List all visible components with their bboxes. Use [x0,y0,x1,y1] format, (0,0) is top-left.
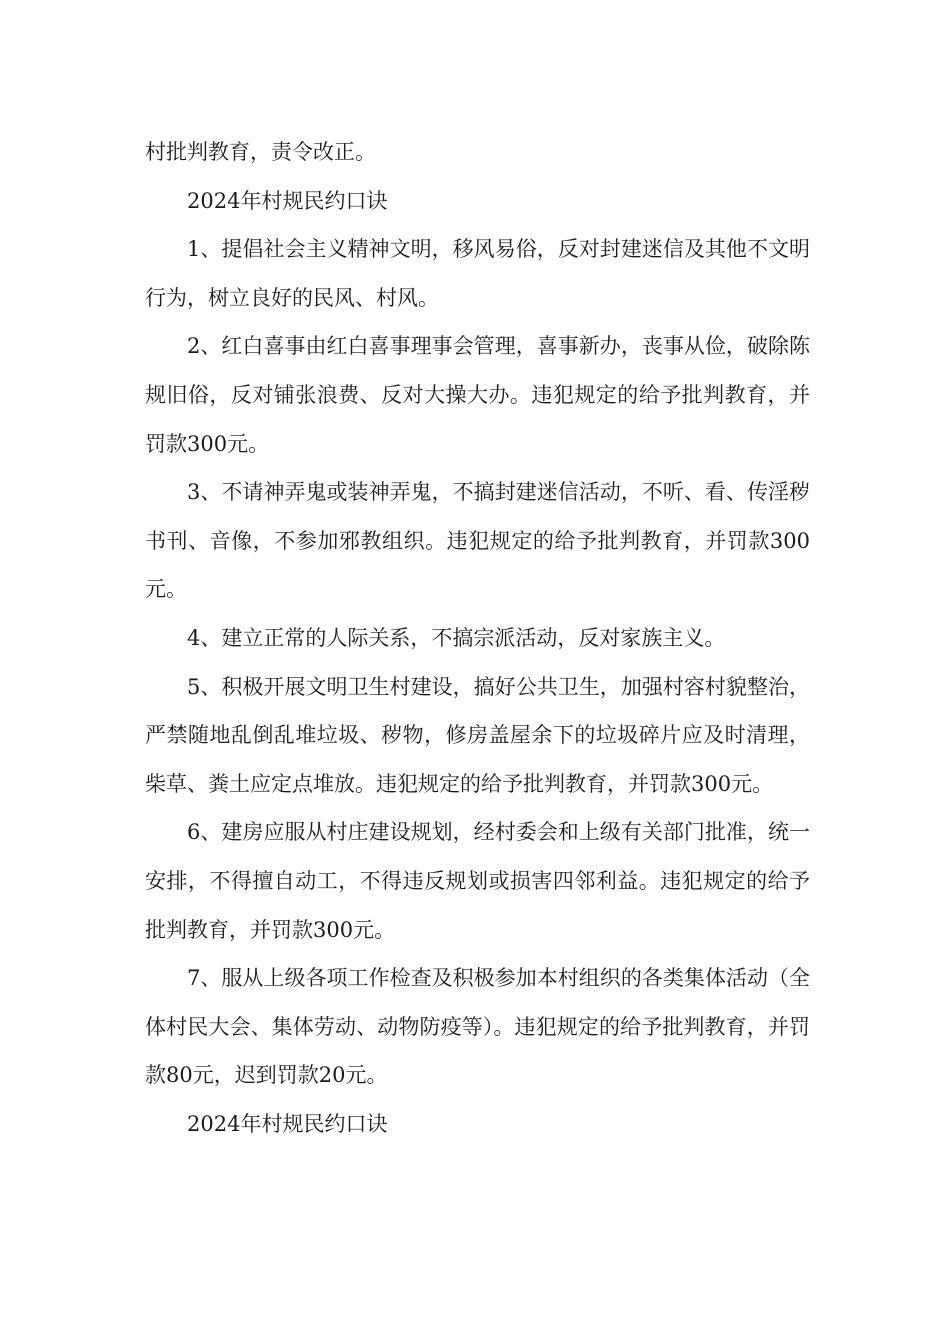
rule-item-1: 1、提倡社会主义精神文明，移风易俗，反对封建迷信及其他不文明行为，树立良好的民风、村风。 [145,237,810,310]
rule-item-5: 5、积极开展文明卫生村建设，搞好公共卫生，加强村容村貌整治，严禁随地乱倒乱堆垃圾、秽物，修房盖屋余下的垃圾碎片应及时清理，柴草、粪土应定点堆放。违犯规定的给予批判教育，并罚款300元。 [145,674,810,796]
rule-item-6: 6、建房应服从村庄建设规划，经村委会和上级有关部门批准，统一安排，不得擅自动工，不得违反规划或损害四邻利益。违犯规定的给予批判教育，并罚款300元。 [145,820,810,942]
section-heading: 2024年村规民约口诀 [187,188,388,213]
document-body [145,128,810,1148]
paragraph-continuation: 村批判教育，责令改正。 [145,140,376,164]
rule-item-7: 7、服从上级各项工作检查及积极参加本村组织的各类集体活动（全体村民大会、集体劳动、动物防疫等）。违犯规定的给予批判教育，并罚款80元，迟到罚款20元。 [145,966,810,1088]
section-heading-repeat: 2024年村规民约口诀 [187,1111,388,1136]
rule-item-4: 4、建立正常的人际关系，不搞宗派活动，反对家族主义。 [187,625,726,650]
rule-item-3: 3、不请神弄鬼或装神弄鬼，不搞封建迷信活动，不听、看、传淫秽书刊、音像，不参加邪教组织。违犯规定的给予批判教育，并罚款300元。 [145,480,810,602]
rule-item-2: 2、红白喜事由红白喜事理事会管理，喜事新办，丧事从俭，破除陈规旧俗，反对铺张浪费、反对大操大办。违犯规定的给予批判教育，并罚款300元。 [145,334,810,456]
